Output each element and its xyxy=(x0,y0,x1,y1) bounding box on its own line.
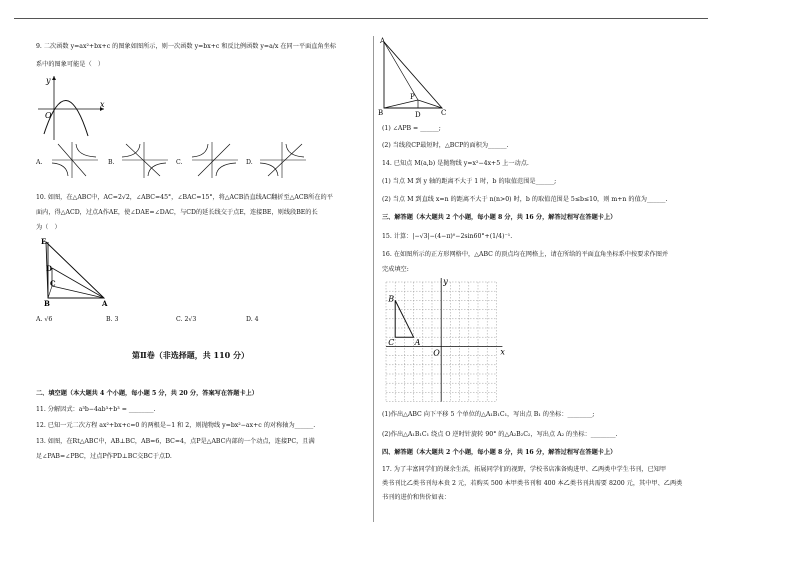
q17-line2: 类书刊比乙类书刊每本贵 2 元，若购买 500 本甲类书刊和 400 本乙类书刊共需要 8200 元，其中甲、乙两类 xyxy=(382,480,683,487)
q16-part1: (1)作出△ABC 向下平移 5 个单位的△A₁B₁C₁，写出点 B₁ 的坐标：________; xyxy=(382,411,595,418)
q16-line2: 完成填空: xyxy=(382,266,409,273)
q9-option-b-label[interactable]: B. xyxy=(108,159,115,166)
grid-label-x: x xyxy=(500,347,505,357)
q12: 12. 已知一元二次方程 ax²+bx+c=0 的两根是−1 和 2，则抛物线 y=bx²−ax+c 的对称轴为______. xyxy=(36,422,316,429)
q10-line1: 10. 如图，在△ABC中，AC=2√2，∠ABC=45°，∠BAC=15°，将△ACB沿直线AC翻折至△ACB所在的平 xyxy=(36,194,333,201)
q17-line1: 17. 为了丰富同学们的课余生活，拓展同学们的视野，学校书店准备购进甲、乙两类中学生书刊，已知甲 xyxy=(382,466,667,473)
q16-part2: (2)作出△A₁B₁C₁ 绕点 O 逆时针旋转 90° 的△A₂B₂C₂，写出点 A₂ 的坐标：________. xyxy=(382,431,618,438)
grid-label-o: O xyxy=(433,348,440,358)
part2-title: 第Ⅱ卷（非选择题，共 110 分） xyxy=(132,350,250,360)
q10-option-d[interactable]: D. 4 xyxy=(246,316,259,323)
q14-part1: (1) 当点 M 到 y 轴的距离不大于 1 时，b 的取值范围是______; xyxy=(382,178,557,185)
q10-triangle-figure xyxy=(38,236,118,306)
q13-point-b: B xyxy=(378,109,384,117)
q13-line1: 13. 如图，在Rt△ABC中，AB⊥BC，AB=6，BC=4，点P是△ABC内部的一个动点，连接PC，且满 xyxy=(36,438,315,445)
q13-part1: (1) ∠APB = ______; xyxy=(382,125,441,132)
grid-label-b: B xyxy=(388,294,395,304)
q9-y-label: y xyxy=(46,76,51,85)
q10-point-b: B xyxy=(44,299,50,308)
q13-point-a: A xyxy=(380,37,386,45)
q17-line3: 书刊的进价和售价如表： xyxy=(382,494,451,501)
q9-parabola-figure xyxy=(36,74,116,144)
q9-option-b-graph xyxy=(120,140,170,180)
grid-label-a: A xyxy=(414,338,421,348)
q9-origin-label: O xyxy=(45,111,52,120)
q14-part2: (2) 当点 M 到直线 x=n 的距离不大于 n(n>0) 时，b 的取值范围是 5≤b≤10，则 m+n 的值为______. xyxy=(382,196,668,203)
grid-label-c: C xyxy=(388,338,395,348)
q9-x-label: x xyxy=(100,100,105,109)
column-divider xyxy=(373,36,374,522)
section2-heading: 二、填空题（本大题共 4 个小题，每小题 5 分，共 20 分，答案写在答题卡上） xyxy=(36,390,258,397)
section3-heading: 三、解答题（本大题共 2 个小题，每小题 8 分，共 16 分，解答过程写在答题卡上） xyxy=(382,214,617,221)
q10-point-d: D xyxy=(46,264,53,273)
q10-line3: 为（ ） xyxy=(36,224,61,231)
q10-line2: 面内，得△ACD，过点A作AE，使∠DAE=∠DAC，与CD的延长线交于点E，连接BE，则线段BE的长 xyxy=(36,209,318,216)
q13-line2: 足∠PAB=∠PBC，过点P作PD⊥BC交BC于点D. xyxy=(36,453,172,460)
q10-option-c[interactable]: C. 2√3 xyxy=(176,316,197,323)
q14: 14. 已知点 M(a,b) 是抛物线 y=x²−4x+5 上一动点. xyxy=(382,160,529,167)
q10-option-a[interactable]: A. √6 xyxy=(36,316,53,323)
q13-figure xyxy=(378,36,448,118)
grid-label-y: y xyxy=(443,277,448,286)
q9-line1: 9. 二次函数 y=ax²+bx+c 的图象如图所示，则一次函数 y=bx+c 和反比例函数 y=a/x 在同一平面直角坐标 xyxy=(36,43,337,50)
q10-point-c: C xyxy=(50,279,56,288)
q9-option-c-label[interactable]: C. xyxy=(176,159,183,166)
q16-coordinate-grid xyxy=(382,277,505,408)
q9-line2: 系中的图象可能是（ ） xyxy=(36,61,105,68)
q15: 15. 计算：|−√3|−(4−π)⁰−2sin60°+(1/4)⁻¹. xyxy=(382,233,513,240)
q9-option-c-graph xyxy=(190,140,240,180)
q9-option-d-graph xyxy=(258,140,308,180)
q13-point-p: P xyxy=(410,93,415,101)
q10-option-b[interactable]: B. 3 xyxy=(106,316,119,323)
q13-part2: (2) 当线段CP最短时，△BCP的面积为______. xyxy=(382,142,509,149)
q9-option-a-graph xyxy=(50,140,100,180)
q9-option-d-label[interactable]: D. xyxy=(246,159,253,166)
q10-point-e: E xyxy=(41,237,47,246)
top-rule xyxy=(14,18,708,19)
q13-point-d: D xyxy=(415,111,421,119)
q10-point-a: A xyxy=(102,299,108,308)
section4-heading: 四、解答题（本大题共 2 个小题，每小题 8 分，共 16 分，解答过程写在答题卡上） xyxy=(382,449,617,456)
q11: 11. 分解因式：a³b−4ab³+b³ = ________. xyxy=(36,406,156,413)
q16-line1: 16. 在如图所示的正方形网格中，△ABC 的顶点均在网格上，请在所给的平面直角坐标系中按要求作图并 xyxy=(382,251,669,258)
q13-point-c: C xyxy=(441,109,447,117)
q9-option-a-label[interactable]: A. xyxy=(36,159,43,166)
